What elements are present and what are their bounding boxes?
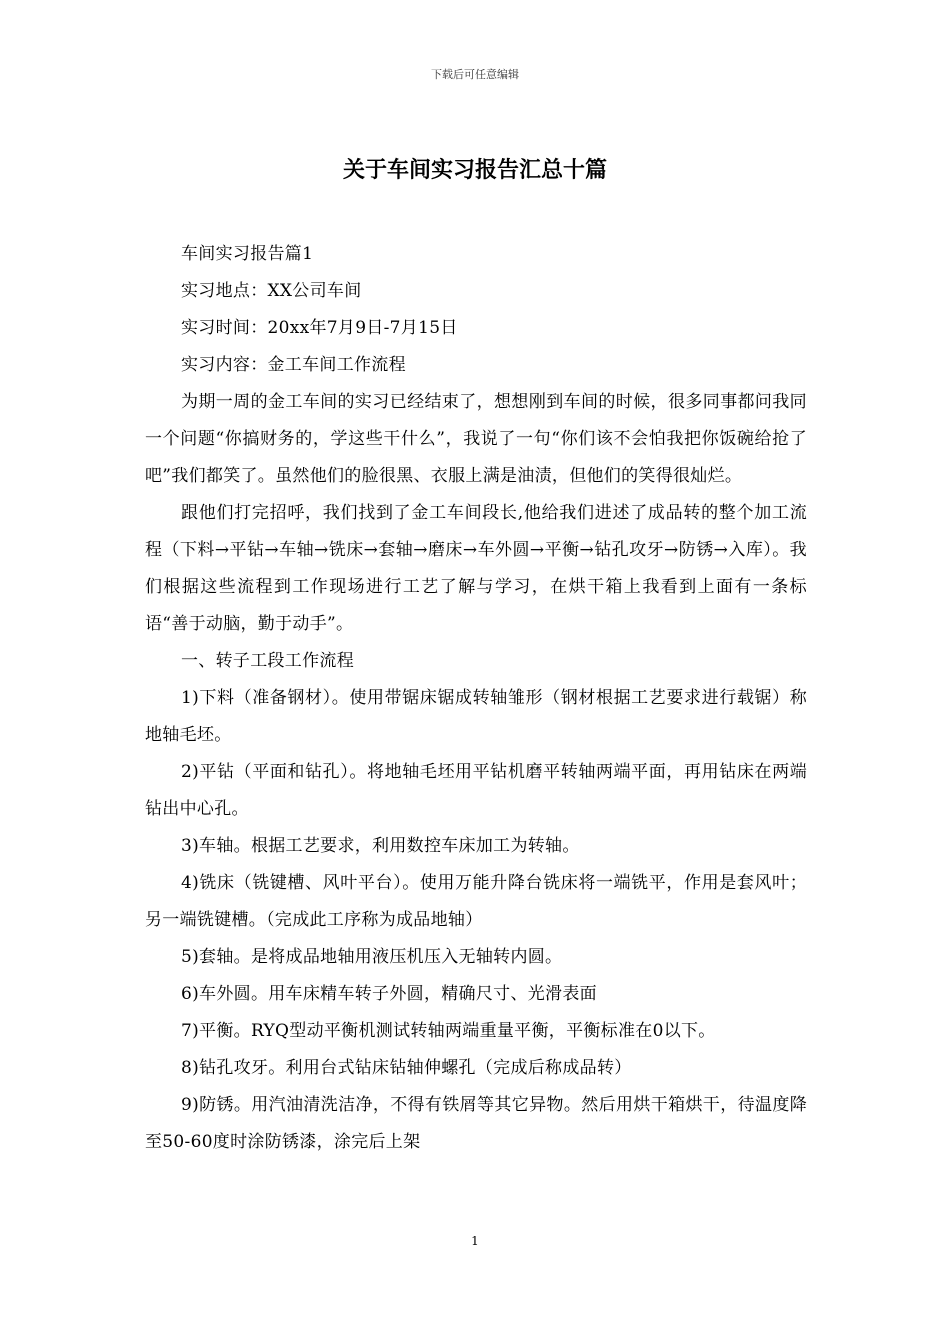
list-item: 9)防锈。用汽油清洗洁净，不得有铁屑等其它异物。然后用烘干箱烘干，待温度降至50-60度时涂防锈漆，涂完后上架 — [145, 1095, 807, 1152]
document-body — [145, 236, 807, 1161]
page-number: 1 — [471, 1234, 479, 1248]
list-item: 6)车外圆。用车床精车转子外圆，精确尺寸、光滑表面 — [181, 984, 597, 1004]
paragraph: 为期一周的金工车间的实习已经结束了，想想刚到车间的时候，很多同事都问我同一个问题“你搞财务的，学这些干什么”，我说了一句“你们该不会怕我把你饭碗给抢了吧”我们都笑了。虽然他们的脸很黑、衣服上满是油渍，但他们的笑得很灿烂。 — [145, 392, 807, 486]
list-item: 4)铣床（铣键槽、风叶平台）。使用万能升降台铣床将一端铣平，作用是套风叶；另一端铣键槽。（完成此工序称为成品地轴） — [145, 873, 807, 930]
list-item: 3)车轴。根据工艺要求，利用数控车床加工为转轴。 — [181, 836, 580, 856]
paragraph: 跟他们打完招呼，我们找到了金工车间段长,他给我们进述了成品转的整个加工流程（下料→平钻→车轴→铣床→套轴→磨床→车外圆→平衡→钻孔攻牙→防锈→入库）。我们根据这些流程到工作现场进行工艺了解与学习，在烘干箱上我看到上面有一条标语“善于动脑，勤于动手”。 — [145, 503, 807, 634]
section-heading: 车间实习报告篇1 — [181, 244, 314, 264]
list-item: 1)下料（准备钢材）。使用带锯床锯成转轴雏形（钢材根据工艺要求进行载锯）称地轴毛坯。 — [145, 688, 807, 745]
document-title: 关于车间实习报告汇总十篇 — [342, 157, 607, 183]
paragraph: 实习地点：XX公司车间 — [181, 281, 362, 301]
list-item: 8)钻孔攻牙。利用台式钻床钻轴伸螺孔（完成后称成品转） — [181, 1058, 632, 1078]
header-note: 下载后可任意编辑 — [431, 68, 519, 81]
section-heading: 一、转子工段工作流程 — [181, 651, 354, 671]
list-item: 2)平钻（平面和钻孔）。将地轴毛坯用平钻机磨平转轴两端平面，再用钻床在两端钻出中心孔。 — [145, 762, 807, 819]
list-item: 7)平衡。RYQ型动平衡机测试转轴两端重量平衡，平衡标准在0以下。 — [181, 1021, 716, 1041]
paragraph: 实习内容：金工车间工作流程 — [181, 355, 406, 375]
paragraph: 实习时间：20xx年7月9日-7月15日 — [181, 318, 458, 338]
list-item: 5)套轴。是将成品地轴用液压机压入无轴转内圆。 — [181, 947, 563, 967]
